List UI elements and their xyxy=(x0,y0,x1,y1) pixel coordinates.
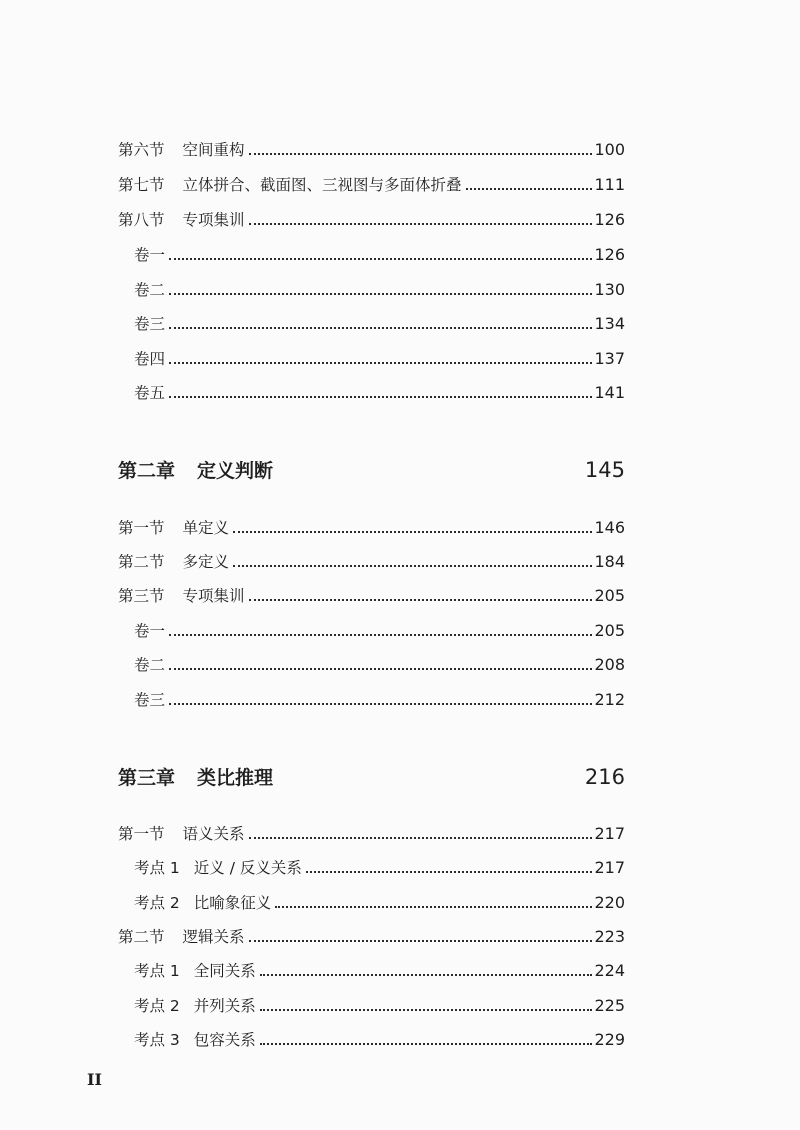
entry-number: 考点 3 xyxy=(134,1031,180,1049)
chapter-name: 类比推理 xyxy=(197,767,274,789)
entry-page-number: 130 xyxy=(594,280,625,299)
entry-number: 卷三 xyxy=(134,691,166,709)
chapter-title xyxy=(118,458,273,484)
dot-leader xyxy=(169,258,592,260)
entry-page-number: 217 xyxy=(594,858,625,877)
chapter-heading[interactable] xyxy=(118,764,625,791)
dot-leader xyxy=(169,293,592,295)
entry-label xyxy=(134,383,165,403)
dot-leader xyxy=(233,565,592,567)
entry-number: 考点 1 xyxy=(134,962,180,980)
entry-title: 空间重构 xyxy=(182,141,245,159)
chapter-number: 第三章 xyxy=(118,767,176,789)
entry-label xyxy=(134,349,165,369)
entry-label xyxy=(134,893,271,913)
entry-page-number: 205 xyxy=(594,621,625,640)
entry-title: 多定义 xyxy=(182,553,230,571)
entry-label xyxy=(134,961,256,981)
toc-volume-entry[interactable] xyxy=(134,349,625,369)
entry-number: 卷二 xyxy=(134,281,166,299)
entry-label xyxy=(118,175,462,195)
entry-page-number: 212 xyxy=(594,690,625,709)
entry-title: 包容关系 xyxy=(193,1031,256,1049)
entry-title: 逻辑关系 xyxy=(182,928,245,946)
entry-label xyxy=(134,996,256,1016)
entry-title: 单定义 xyxy=(182,519,230,537)
entry-page-number: 111 xyxy=(594,175,625,194)
toc-point-entry[interactable] xyxy=(134,1030,625,1050)
entry-number: 第二节 xyxy=(118,928,165,946)
entry-number: 卷二 xyxy=(134,656,166,674)
entry-number: 考点 2 xyxy=(134,997,180,1015)
entry-title: 全同关系 xyxy=(193,962,256,980)
entry-page-number: 220 xyxy=(594,893,625,912)
dot-leader xyxy=(169,668,592,670)
entry-number: 卷一 xyxy=(134,246,166,264)
dot-leader xyxy=(249,223,593,225)
entry-label xyxy=(134,245,165,265)
entry-page-number: 225 xyxy=(594,996,625,1015)
dot-leader xyxy=(169,634,592,636)
entry-page-number: 134 xyxy=(594,314,625,333)
entry-label xyxy=(118,824,245,844)
dot-leader xyxy=(260,1043,593,1045)
toc-volume-entry[interactable] xyxy=(134,690,625,710)
toc-volume-entry[interactable] xyxy=(134,621,625,641)
chapter-number: 第二章 xyxy=(118,460,176,482)
toc-section-entry[interactable] xyxy=(118,586,625,606)
entry-number: 第一节 xyxy=(118,519,165,537)
dot-leader xyxy=(466,188,593,190)
entry-page-number: 229 xyxy=(594,1030,625,1049)
chapter-page-number: 216 xyxy=(584,765,625,789)
dot-leader xyxy=(249,837,593,839)
entry-label xyxy=(118,552,229,572)
dot-leader xyxy=(249,940,593,942)
entry-number: 考点 2 xyxy=(134,894,180,912)
entry-label xyxy=(134,690,165,710)
entry-page-number: 141 xyxy=(594,383,625,402)
dot-leader xyxy=(169,703,592,705)
toc-point-entry[interactable] xyxy=(134,893,625,913)
entry-label xyxy=(118,927,245,947)
toc-point-entry[interactable] xyxy=(134,996,625,1016)
entry-page-number: 208 xyxy=(594,655,625,674)
entry-label xyxy=(134,314,165,334)
toc-volume-entry[interactable] xyxy=(134,280,625,300)
entry-title: 专项集训 xyxy=(182,587,245,605)
entry-number: 考点 1 xyxy=(134,859,180,877)
entry-number: 第六节 xyxy=(118,141,165,159)
entry-label xyxy=(118,586,245,606)
dot-leader xyxy=(260,974,593,976)
toc-section-entry[interactable] xyxy=(118,824,625,844)
entry-title: 专项集训 xyxy=(182,211,245,229)
entry-title: 比喻象征义 xyxy=(193,894,272,912)
entry-page-number: 137 xyxy=(594,349,625,368)
dot-leader xyxy=(275,906,592,908)
entry-number: 卷三 xyxy=(134,315,166,333)
dot-leader xyxy=(233,531,592,533)
entry-number: 卷四 xyxy=(134,350,166,368)
toc-section-entry[interactable] xyxy=(118,175,625,195)
toc-section-entry[interactable] xyxy=(118,552,625,572)
toc-volume-entry[interactable] xyxy=(134,314,625,334)
entry-page-number: 184 xyxy=(594,552,625,571)
entry-label xyxy=(134,621,165,641)
chapter-page-number: 145 xyxy=(584,458,625,482)
toc-section-entry[interactable] xyxy=(118,927,625,947)
toc-section-entry[interactable] xyxy=(118,210,625,230)
entry-number: 第二节 xyxy=(118,553,165,571)
entry-title: 语义关系 xyxy=(182,825,245,843)
toc-section-entry[interactable] xyxy=(118,140,625,160)
dot-leader xyxy=(169,362,592,364)
dot-leader xyxy=(260,1009,593,1011)
dot-leader xyxy=(169,396,592,398)
toc-volume-entry[interactable] xyxy=(134,383,625,403)
entry-page-number: 126 xyxy=(594,210,625,229)
entry-label xyxy=(118,518,229,538)
entry-title: 近义 / 反义关系 xyxy=(193,859,302,877)
entry-label xyxy=(134,655,165,675)
dot-leader xyxy=(169,327,592,329)
entry-page-number: 126 xyxy=(594,245,625,264)
toc-volume-entry[interactable] xyxy=(134,655,625,675)
toc-section-entry[interactable] xyxy=(118,518,625,538)
chapter-title xyxy=(118,765,273,791)
entry-number: 第八节 xyxy=(118,211,165,229)
chapter-heading[interactable] xyxy=(118,457,625,484)
entry-label xyxy=(118,210,245,230)
dot-leader xyxy=(249,599,593,601)
entry-page-number: 224 xyxy=(594,961,625,980)
entry-label xyxy=(134,280,165,300)
dot-leader xyxy=(306,871,593,873)
entry-page-number: 146 xyxy=(594,518,625,537)
entry-number: 卷一 xyxy=(134,622,166,640)
entry-number: 第七节 xyxy=(118,176,165,194)
entry-label xyxy=(118,140,245,160)
dot-leader xyxy=(249,153,593,155)
entry-page-number: 100 xyxy=(594,140,625,159)
chapter-name: 定义判断 xyxy=(197,460,274,482)
entry-page-number: 223 xyxy=(594,927,625,946)
entry-title: 并列关系 xyxy=(193,997,256,1015)
entry-number: 卷五 xyxy=(134,384,166,402)
entry-number: 第三节 xyxy=(118,587,165,605)
toc-point-entry[interactable] xyxy=(134,858,625,878)
toc-volume-entry[interactable] xyxy=(134,245,625,265)
entry-number: 第一节 xyxy=(118,825,165,843)
entry-label xyxy=(134,858,302,878)
entry-label xyxy=(134,1030,256,1050)
page-folio: II xyxy=(87,1070,102,1089)
entry-page-number: 217 xyxy=(594,824,625,843)
toc-point-entry[interactable] xyxy=(134,961,625,981)
entry-title: 立体拼合、截面图、三视图与多面体折叠 xyxy=(182,176,462,194)
entry-page-number: 205 xyxy=(594,586,625,605)
